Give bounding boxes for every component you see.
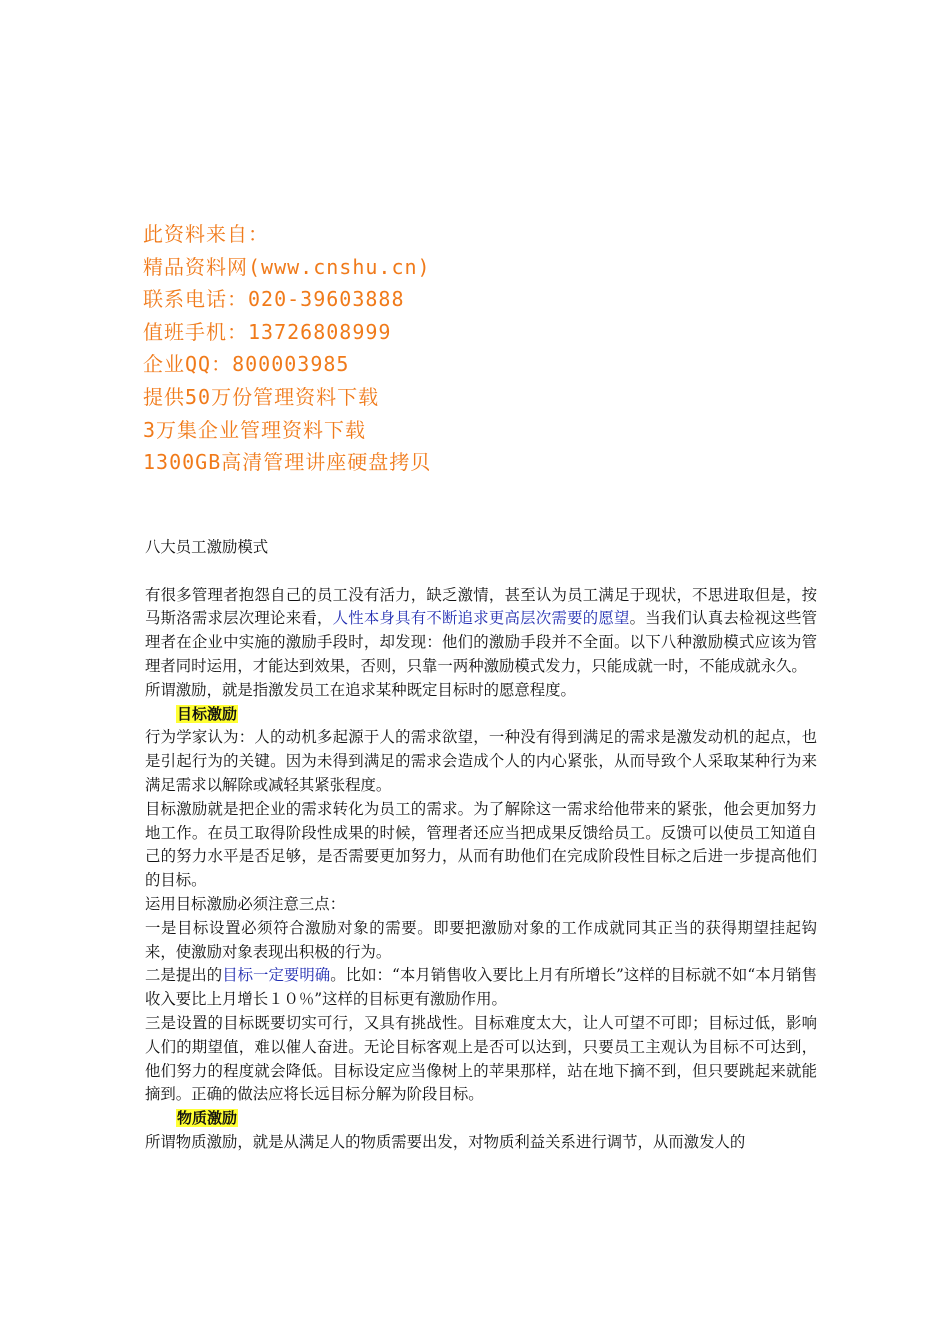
- intro-text-start: 有很多管理者抱怨自己的员工没有活力，缺乏激情，甚至认为员工满足于现状，不思进取但是，按马斯洛需求层次理论来看，: [145, 585, 817, 628]
- goal-paragraph-1: 行为学家认为：人的动机多起源于人的需求欲望，一种没有得到满足的需求是激发动机的起点，也是引起行为的关键。因为未得到满足的需求会造成个人的内心紧张，从而导致个人采取某种行为来满足需求以解除或减轻其紧张程度。: [145, 728, 817, 794]
- article-title: 八大员工激励模式: [145, 538, 269, 556]
- section-heading-goal-label: 目标激励: [177, 704, 238, 723]
- intro-highlight-link[interactable]: 人性本身具有不断追求更高层次需要的愿望: [332, 609, 630, 628]
- promo-block: [143, 218, 843, 479]
- intro-text-end: 。当我们认真去检视这些管理者在企业中实施的激励手段时，却发现：他们的激励手段并不全面。以下八种激励模式应该为管理者同时运用，才能达到效果，否则，只靠一两种激励模式发力，只能成就一时，不能成就永久。: [145, 609, 817, 675]
- promo-line-offer-3: 1300GB高清管理讲座硬盘拷贝: [143, 450, 432, 475]
- promo-line-website: 精品资料网(www.cnshu.cn): [143, 254, 431, 279]
- goal-paragraph-5: [145, 964, 817, 1012]
- promo-line-phone: 联系电话：020-39603888: [143, 287, 405, 312]
- material-paragraph-1: 所谓物质激励，就是从满足人的物质需要出发，对物质利益关系进行调节，从而激发人的: [145, 1132, 746, 1151]
- article-body: [145, 536, 817, 1155]
- promo-line-qq: 企业QQ：800003985: [143, 352, 350, 377]
- promo-line-source: 此资料来自：: [143, 222, 269, 246]
- goal-paragraph-6: 三是设置的目标既要切实可行，又具有挑战性。目标难度太大，让人可望不可即；目标过低，影响人们的期望值，难以催人奋进。无论目标客观上是否可以达到，只要员工主观认为目标不可达到，他们努力的程度就会降低。目标设定应当像树上的苹果那样，站在地下摘不到，但只要跳起来就能摘到。正确的做法应将长远目标分解为阶段目标。: [145, 1013, 817, 1104]
- promo-line-offer-2: 3万集企业管理资料下载: [143, 417, 367, 442]
- promo-line-mobile: 值班手机：13726808999: [143, 319, 392, 344]
- section-heading-material: [145, 1107, 817, 1131]
- definition-paragraph: 所谓激励，就是指激发员工在追求某种既定目标时的愿意程度。: [145, 680, 576, 699]
- goal-paragraph-2: 目标激励就是把企业的需求转化为员工的需求。为了解除这一需求给他带来的紧张，他会更加努力地工作。在员工取得阶段性成果的时候，管理者还应当把成果反馈给员工。反馈可以使员工知道自己的努力水平是否足够，是否需要更加努力，从而有助他们在完成阶段性目标之后进一步提高他们的目标。: [145, 799, 817, 890]
- promo-line-offer-1: 提供50万份管理资料下载: [143, 384, 380, 409]
- section-heading-goal: [145, 703, 817, 727]
- intro-paragraph: [145, 584, 817, 679]
- goal-paragraph-3: 运用目标激励必须注意三点：: [145, 894, 346, 913]
- goal-p5-text-start: 二是提出的: [145, 966, 223, 985]
- goal-paragraph-4: 一是目标设置必须符合激励对象的需要。即要把激励对象的工作成就同其正当的获得期望挂起钩来，使激励对象表现出积极的行为。: [145, 918, 817, 961]
- goal-p5-text-end: 。比如：“本月销售收入要比上月有所增长”这样的目标就不如“本月销售收入要比上月增长１０％”这样的目标更有激励作用。: [145, 966, 817, 1009]
- section-heading-material-label: 物质激励: [177, 1109, 238, 1128]
- goal-p5-link[interactable]: 目标一定要明确: [222, 966, 331, 985]
